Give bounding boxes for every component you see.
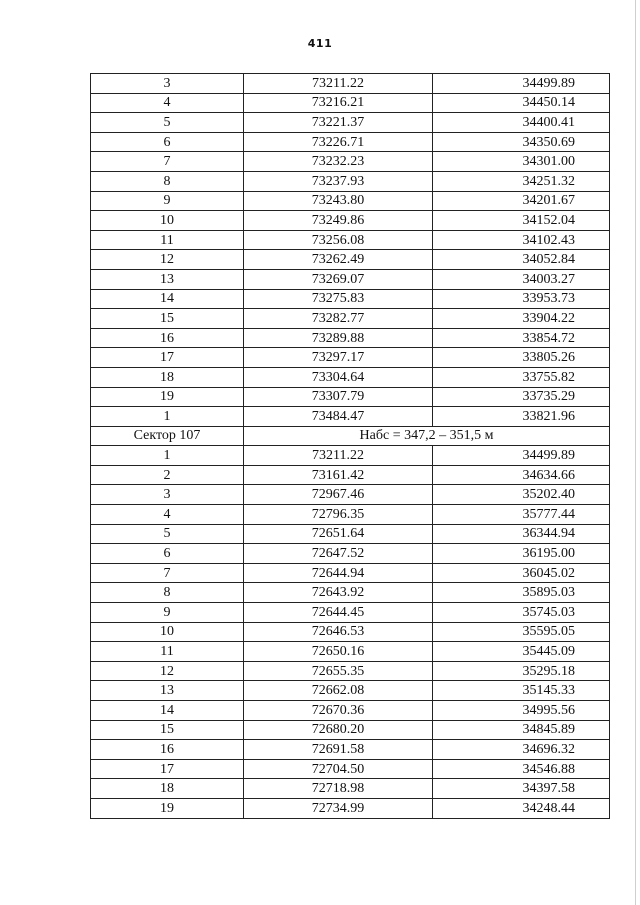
point-number-cell: 1 bbox=[91, 407, 244, 427]
table-row bbox=[91, 759, 610, 779]
table-row bbox=[91, 544, 610, 564]
y-coordinate-cell: 35777.44 bbox=[433, 505, 610, 525]
y-coordinate-cell: 33854.72 bbox=[433, 328, 610, 348]
y-coordinate-cell: 33904.22 bbox=[433, 309, 610, 329]
y-coordinate-cell: 34102.43 bbox=[433, 230, 610, 250]
table-row bbox=[91, 230, 610, 250]
x-coordinate-cell: 73237.93 bbox=[244, 171, 433, 191]
point-number-cell: 14 bbox=[91, 289, 244, 309]
point-number-cell: 9 bbox=[91, 191, 244, 211]
table-row bbox=[91, 681, 610, 701]
point-number-cell: 15 bbox=[91, 309, 244, 329]
section-header-row bbox=[91, 426, 610, 446]
coordinates-table bbox=[90, 73, 610, 819]
table-row bbox=[91, 328, 610, 348]
table-row bbox=[91, 348, 610, 368]
y-coordinate-cell: 34450.14 bbox=[433, 93, 610, 113]
y-coordinate-cell: 35295.18 bbox=[433, 661, 610, 681]
point-number-cell: 16 bbox=[91, 740, 244, 760]
point-number-cell: 3 bbox=[91, 74, 244, 94]
table-row bbox=[91, 779, 610, 799]
x-coordinate-cell: 73484.47 bbox=[244, 407, 433, 427]
point-number-cell: 19 bbox=[91, 387, 244, 407]
point-number-cell: 13 bbox=[91, 681, 244, 701]
table-row bbox=[91, 250, 610, 270]
y-coordinate-cell: 35145.33 bbox=[433, 681, 610, 701]
x-coordinate-cell: 72691.58 bbox=[244, 740, 433, 760]
y-coordinate-cell: 36045.02 bbox=[433, 563, 610, 583]
point-number-cell: 7 bbox=[91, 563, 244, 583]
x-coordinate-cell: 73226.71 bbox=[244, 132, 433, 152]
y-coordinate-cell: 34003.27 bbox=[433, 269, 610, 289]
y-coordinate-cell: 34634.66 bbox=[433, 465, 610, 485]
table-row bbox=[91, 211, 610, 231]
table-row bbox=[91, 583, 610, 603]
table-row bbox=[91, 563, 610, 583]
point-number-cell: 5 bbox=[91, 524, 244, 544]
point-number-cell: 14 bbox=[91, 701, 244, 721]
table-row bbox=[91, 740, 610, 760]
section-height-range: Набс = 347,2 – 351,5 м bbox=[244, 426, 610, 446]
table-row bbox=[91, 505, 610, 525]
y-coordinate-cell: 34301.00 bbox=[433, 152, 610, 172]
table-row bbox=[91, 485, 610, 505]
table-row bbox=[91, 191, 610, 211]
table-row bbox=[91, 269, 610, 289]
x-coordinate-cell: 73216.21 bbox=[244, 93, 433, 113]
point-number-cell: 17 bbox=[91, 348, 244, 368]
x-coordinate-cell: 73289.88 bbox=[244, 328, 433, 348]
table-row bbox=[91, 407, 610, 427]
table-row bbox=[91, 661, 610, 681]
x-coordinate-cell: 73304.64 bbox=[244, 367, 433, 387]
x-coordinate-cell: 72643.92 bbox=[244, 583, 433, 603]
table-row bbox=[91, 720, 610, 740]
x-coordinate-cell: 72680.20 bbox=[244, 720, 433, 740]
table-row bbox=[91, 387, 610, 407]
coordinates-block-2 bbox=[91, 446, 610, 818]
point-number-cell: 15 bbox=[91, 720, 244, 740]
point-number-cell: 12 bbox=[91, 661, 244, 681]
x-coordinate-cell: 72650.16 bbox=[244, 642, 433, 662]
x-coordinate-cell: 73211.22 bbox=[244, 446, 433, 466]
y-coordinate-cell: 35445.09 bbox=[433, 642, 610, 662]
section-header bbox=[91, 426, 610, 446]
coordinates-block-1 bbox=[91, 74, 610, 427]
x-coordinate-cell: 73269.07 bbox=[244, 269, 433, 289]
point-number-cell: 4 bbox=[91, 505, 244, 525]
point-number-cell: 6 bbox=[91, 132, 244, 152]
x-coordinate-cell: 73211.22 bbox=[244, 74, 433, 94]
y-coordinate-cell: 34251.32 bbox=[433, 171, 610, 191]
x-coordinate-cell: 72644.94 bbox=[244, 563, 433, 583]
table-row bbox=[91, 367, 610, 387]
point-number-cell: 1 bbox=[91, 446, 244, 466]
y-coordinate-cell: 33735.29 bbox=[433, 387, 610, 407]
y-coordinate-cell: 36195.00 bbox=[433, 544, 610, 564]
point-number-cell: 10 bbox=[91, 211, 244, 231]
x-coordinate-cell: 73161.42 bbox=[244, 465, 433, 485]
table-row bbox=[91, 465, 610, 485]
point-number-cell: 16 bbox=[91, 328, 244, 348]
x-coordinate-cell: 72644.45 bbox=[244, 603, 433, 623]
table-row bbox=[91, 603, 610, 623]
x-coordinate-cell: 72967.46 bbox=[244, 485, 433, 505]
y-coordinate-cell: 34400.41 bbox=[433, 113, 610, 133]
x-coordinate-cell: 73275.83 bbox=[244, 289, 433, 309]
y-coordinate-cell: 35895.03 bbox=[433, 583, 610, 603]
y-coordinate-cell: 34499.89 bbox=[433, 74, 610, 94]
point-number-cell: 19 bbox=[91, 798, 244, 818]
table-row bbox=[91, 289, 610, 309]
table-row bbox=[91, 132, 610, 152]
x-coordinate-cell: 73243.80 bbox=[244, 191, 433, 211]
point-number-cell: 3 bbox=[91, 485, 244, 505]
y-coordinate-cell: 34152.04 bbox=[433, 211, 610, 231]
y-coordinate-cell: 34995.56 bbox=[433, 701, 610, 721]
point-number-cell: 12 bbox=[91, 250, 244, 270]
point-number-cell: 11 bbox=[91, 642, 244, 662]
y-coordinate-cell: 34845.89 bbox=[433, 720, 610, 740]
table-row bbox=[91, 171, 610, 191]
y-coordinate-cell: 35745.03 bbox=[433, 603, 610, 623]
y-coordinate-cell: 33805.26 bbox=[433, 348, 610, 368]
point-number-cell: 18 bbox=[91, 367, 244, 387]
y-coordinate-cell: 34397.58 bbox=[433, 779, 610, 799]
table-row bbox=[91, 798, 610, 818]
page-edge bbox=[635, 0, 636, 905]
x-coordinate-cell: 72704.50 bbox=[244, 759, 433, 779]
x-coordinate-cell: 73232.23 bbox=[244, 152, 433, 172]
point-number-cell: 5 bbox=[91, 113, 244, 133]
x-coordinate-cell: 73307.79 bbox=[244, 387, 433, 407]
x-coordinate-cell: 72646.53 bbox=[244, 622, 433, 642]
x-coordinate-cell: 72647.52 bbox=[244, 544, 433, 564]
table-row bbox=[91, 152, 610, 172]
point-number-cell: 10 bbox=[91, 622, 244, 642]
table-row bbox=[91, 113, 610, 133]
table-row bbox=[91, 446, 610, 466]
y-coordinate-cell: 34696.32 bbox=[433, 740, 610, 760]
x-coordinate-cell: 72670.36 bbox=[244, 701, 433, 721]
x-coordinate-cell: 72651.64 bbox=[244, 524, 433, 544]
x-coordinate-cell: 72655.35 bbox=[244, 661, 433, 681]
point-number-cell: 11 bbox=[91, 230, 244, 250]
y-coordinate-cell: 36344.94 bbox=[433, 524, 610, 544]
x-coordinate-cell: 72734.99 bbox=[244, 798, 433, 818]
table-row bbox=[91, 93, 610, 113]
y-coordinate-cell: 35595.05 bbox=[433, 622, 610, 642]
table-row bbox=[91, 524, 610, 544]
point-number-cell: 17 bbox=[91, 759, 244, 779]
y-coordinate-cell: 33755.82 bbox=[433, 367, 610, 387]
point-number-cell: 9 bbox=[91, 603, 244, 623]
section-name: Сектор 107 bbox=[91, 426, 244, 446]
point-number-cell: 8 bbox=[91, 583, 244, 603]
x-coordinate-cell: 73297.17 bbox=[244, 348, 433, 368]
x-coordinate-cell: 72796.35 bbox=[244, 505, 433, 525]
page-number: 411 bbox=[307, 37, 333, 50]
y-coordinate-cell: 34248.44 bbox=[433, 798, 610, 818]
x-coordinate-cell: 73221.37 bbox=[244, 113, 433, 133]
x-coordinate-cell: 72718.98 bbox=[244, 779, 433, 799]
point-number-cell: 2 bbox=[91, 465, 244, 485]
y-coordinate-cell: 33821.96 bbox=[433, 407, 610, 427]
point-number-cell: 18 bbox=[91, 779, 244, 799]
y-coordinate-cell: 34546.88 bbox=[433, 759, 610, 779]
x-coordinate-cell: 73262.49 bbox=[244, 250, 433, 270]
point-number-cell: 7 bbox=[91, 152, 244, 172]
table-row bbox=[91, 309, 610, 329]
y-coordinate-cell: 34350.69 bbox=[433, 132, 610, 152]
y-coordinate-cell: 35202.40 bbox=[433, 485, 610, 505]
table-row bbox=[91, 701, 610, 721]
point-number-cell: 4 bbox=[91, 93, 244, 113]
x-coordinate-cell: 73249.86 bbox=[244, 211, 433, 231]
point-number-cell: 8 bbox=[91, 171, 244, 191]
point-number-cell: 6 bbox=[91, 544, 244, 564]
point-number-cell: 13 bbox=[91, 269, 244, 289]
y-coordinate-cell: 33953.73 bbox=[433, 289, 610, 309]
x-coordinate-cell: 73282.77 bbox=[244, 309, 433, 329]
table-row bbox=[91, 642, 610, 662]
x-coordinate-cell: 72662.08 bbox=[244, 681, 433, 701]
y-coordinate-cell: 34499.89 bbox=[433, 446, 610, 466]
y-coordinate-cell: 34201.67 bbox=[433, 191, 610, 211]
table-row bbox=[91, 622, 610, 642]
table-row bbox=[91, 74, 610, 94]
y-coordinate-cell: 34052.84 bbox=[433, 250, 610, 270]
x-coordinate-cell: 73256.08 bbox=[244, 230, 433, 250]
